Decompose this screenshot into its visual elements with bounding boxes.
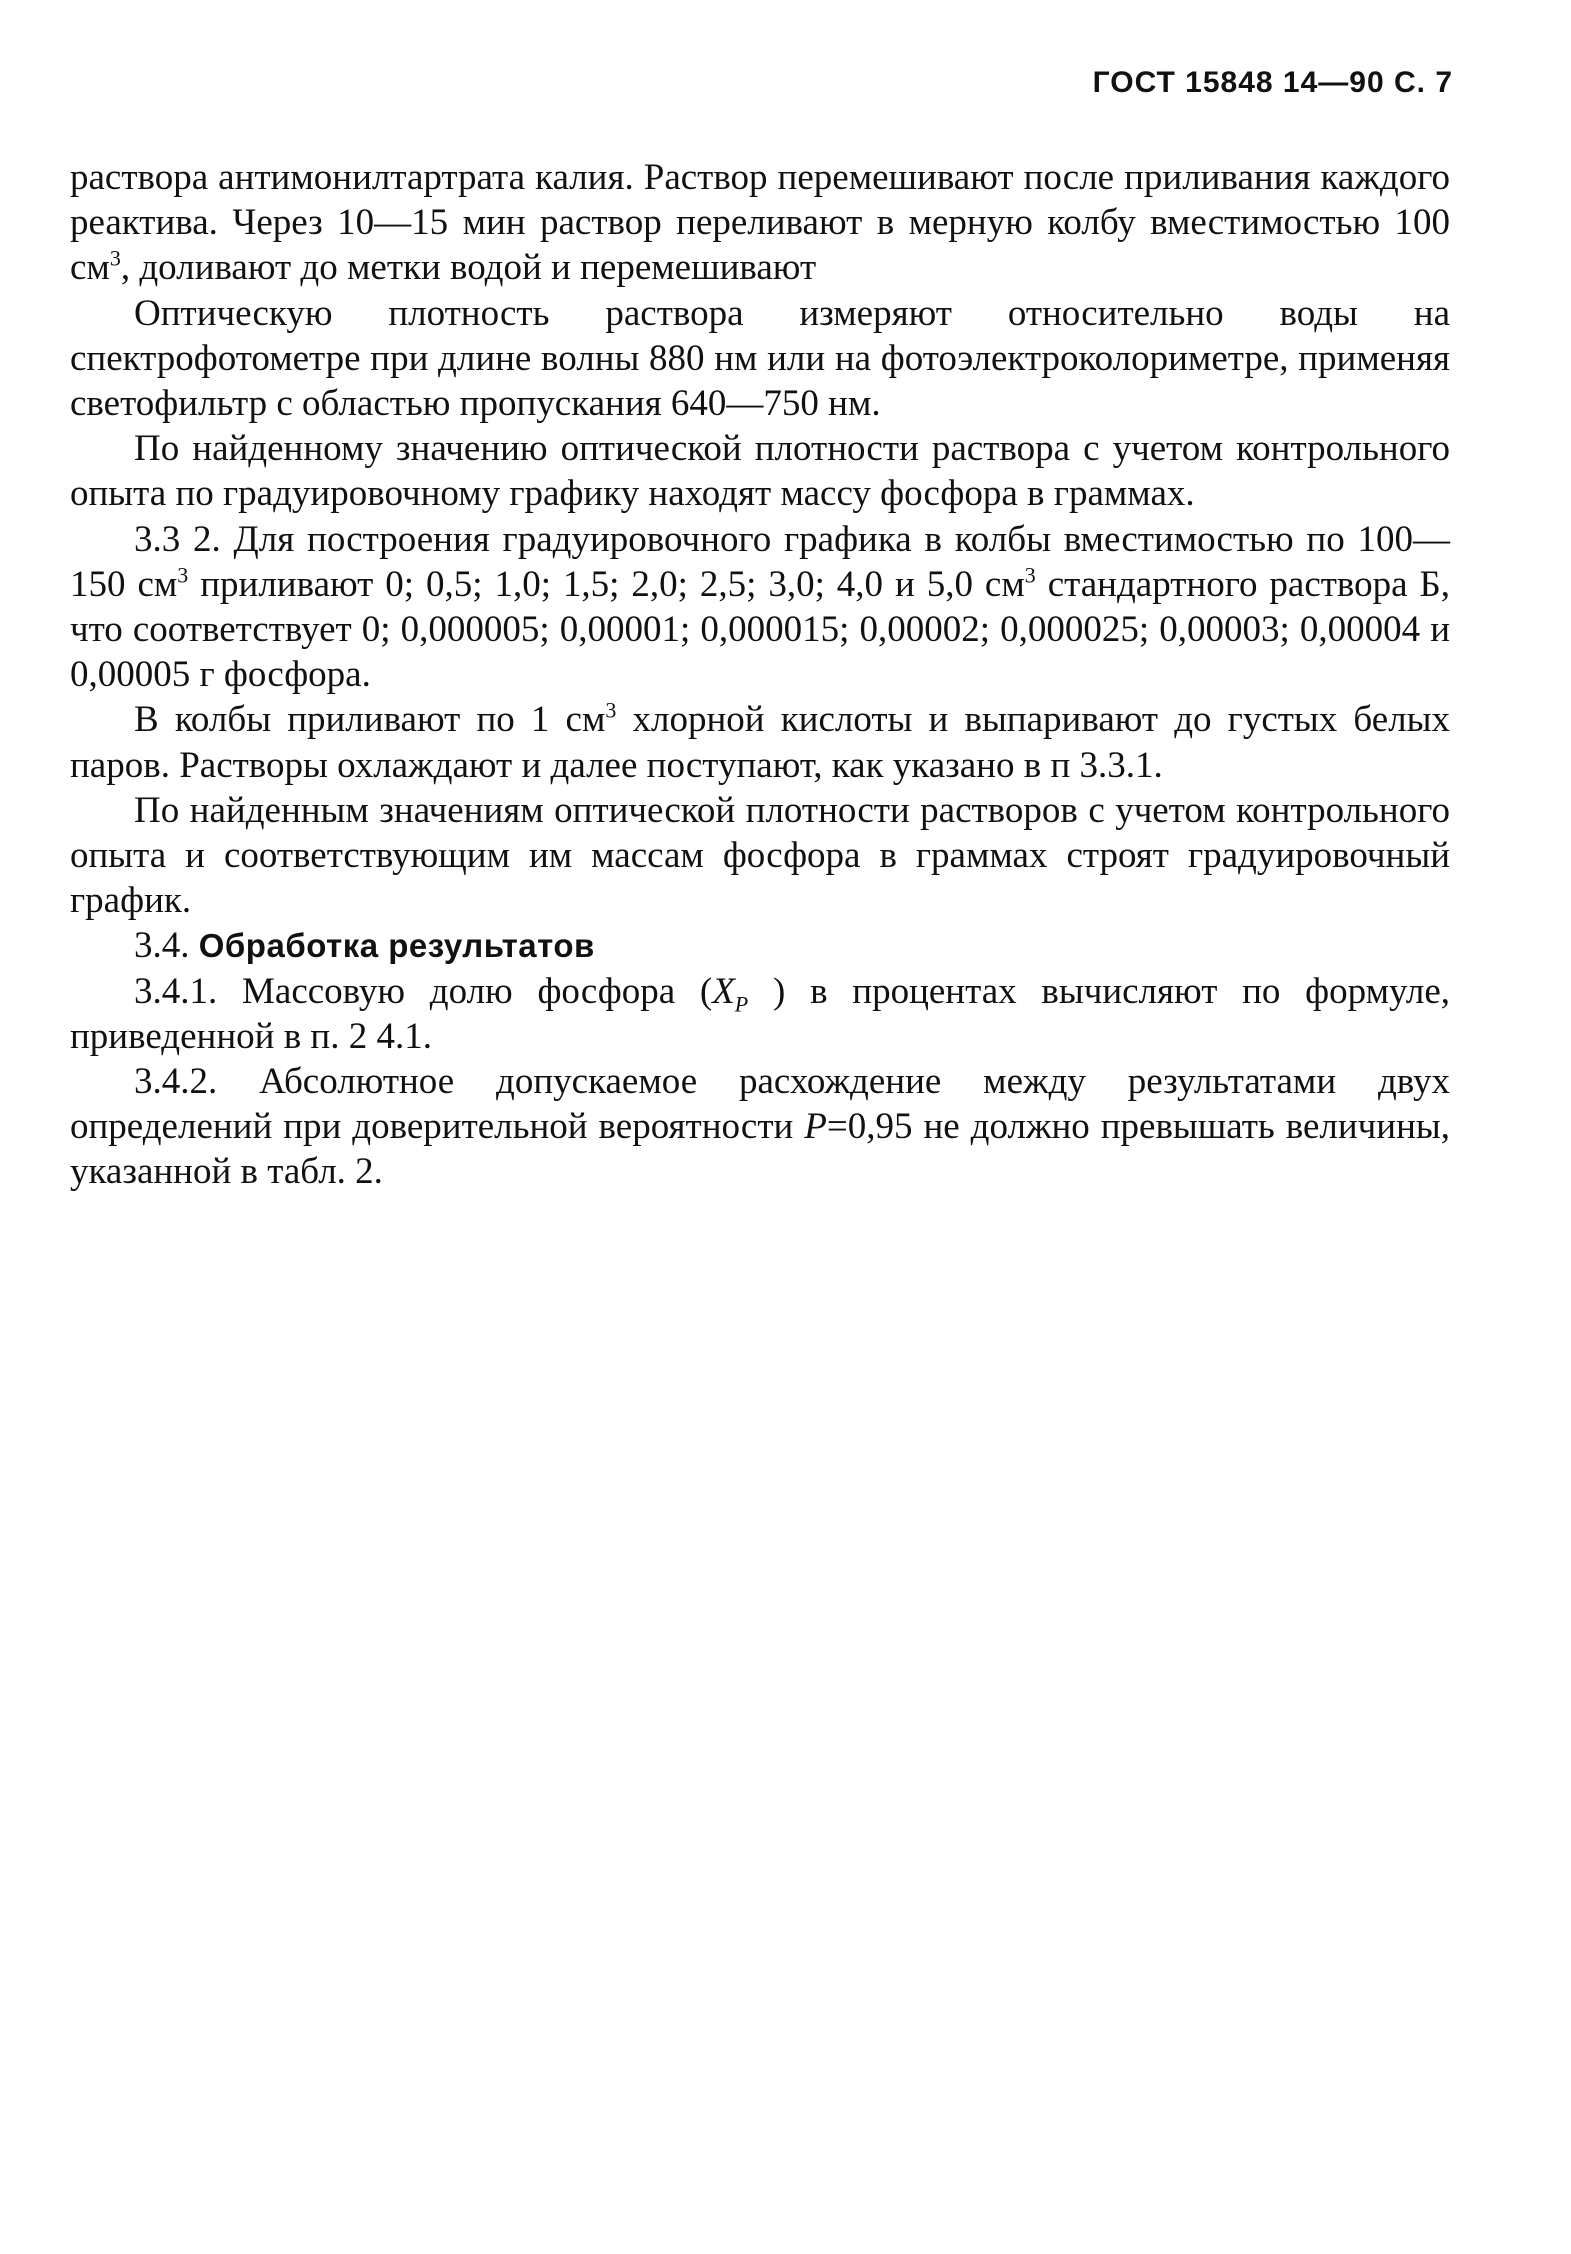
paragraph-calibration-graph: По найденным значениям оптической плотности растворов с учетом контрольного опыта и соответствующим им массам фосфора в граммах строят градуировочный график. [70,789,1450,922]
superscript: 3 [177,562,189,588]
paragraph-calibration-setup [70,517,1450,698]
text-segment: раствора антимонилтартрата калия. Раствор перемешивают после приливания каждого реактива. Через 10—15 мин раствор переливают в мерную колбу вместимостью 100 см [70,157,1450,289]
text-segment: приливают 0; 0,5; 1,0; 1,5; 2,0; 2,5; 3,0; 4,0 и 5,0 см [188,563,1025,605]
text-segment: , доливают до метки водой и перемешивают [120,247,817,289]
paragraph-phosphorus-mass: По найденному значению оптической плотности раствора с учетом контрольного опыта по градуировочному графику находят массу фосфора в граммах. [70,428,1450,515]
text-segment: стандартного раствора Б, что соответствует 0; 0,000005; 0,00001; 0,000015; 0,00002; 0,000025; 0,00003; 0,00004 и 0,00005 г фосфора. [70,563,1450,696]
text-segment: В колбы приливают по 1 см [134,699,606,741]
superscript: 3 [605,698,617,724]
paragraph-discrepancy [70,1059,1450,1195]
text-segment: 3.4.1. Массовую долю фосфора ( [134,970,713,1012]
section-heading-results [70,923,1450,968]
body-text [70,155,1450,1195]
section-title: Обработка результатов [198,927,595,965]
paragraph-reagent-mixing [70,155,1450,291]
text-segment: ) в процентах вычисляют по формуле, приведенной в п. 2 4.1. [70,970,1450,1057]
subscript: P [734,991,749,1017]
superscript: 3 [1024,562,1036,588]
text-segment: 3.4.2. Абсолютное допускаемое расхождение между результатами двух определений при доверительной вероятности [70,1061,1450,1148]
section-number: 3.4. [134,925,199,967]
paragraph-mass-fraction [70,969,1450,1059]
paragraph-optical-density: Оптическую плотность раствора измеряют относительно воды на спектрофотометре при длине волны 880 нм или на фотоэлектроколориметре, применяя светофильтр с областью пропускания 640—750 нм. [70,292,1450,425]
variable-x: X [712,970,735,1012]
text-segment: хлорной кислоты и выпаривают до густых белых паров. Растворы охлаждают и далее поступают, как указано в п 3.3.1. [70,699,1451,786]
text-segment: =0,95 не должно превышать величины, указанной в табл. 2. [70,1106,1450,1193]
superscript: 3 [109,246,121,272]
running-header: ГОСТ 15848 14—90 С. 7 [1092,66,1453,99]
text-segment: 3.3 2. Для построения градуировочного графика в колбы вместимостью по 100—150 см [70,518,1450,605]
paragraph-acid-evaporation [70,697,1450,787]
variable-p: P [804,1106,827,1148]
